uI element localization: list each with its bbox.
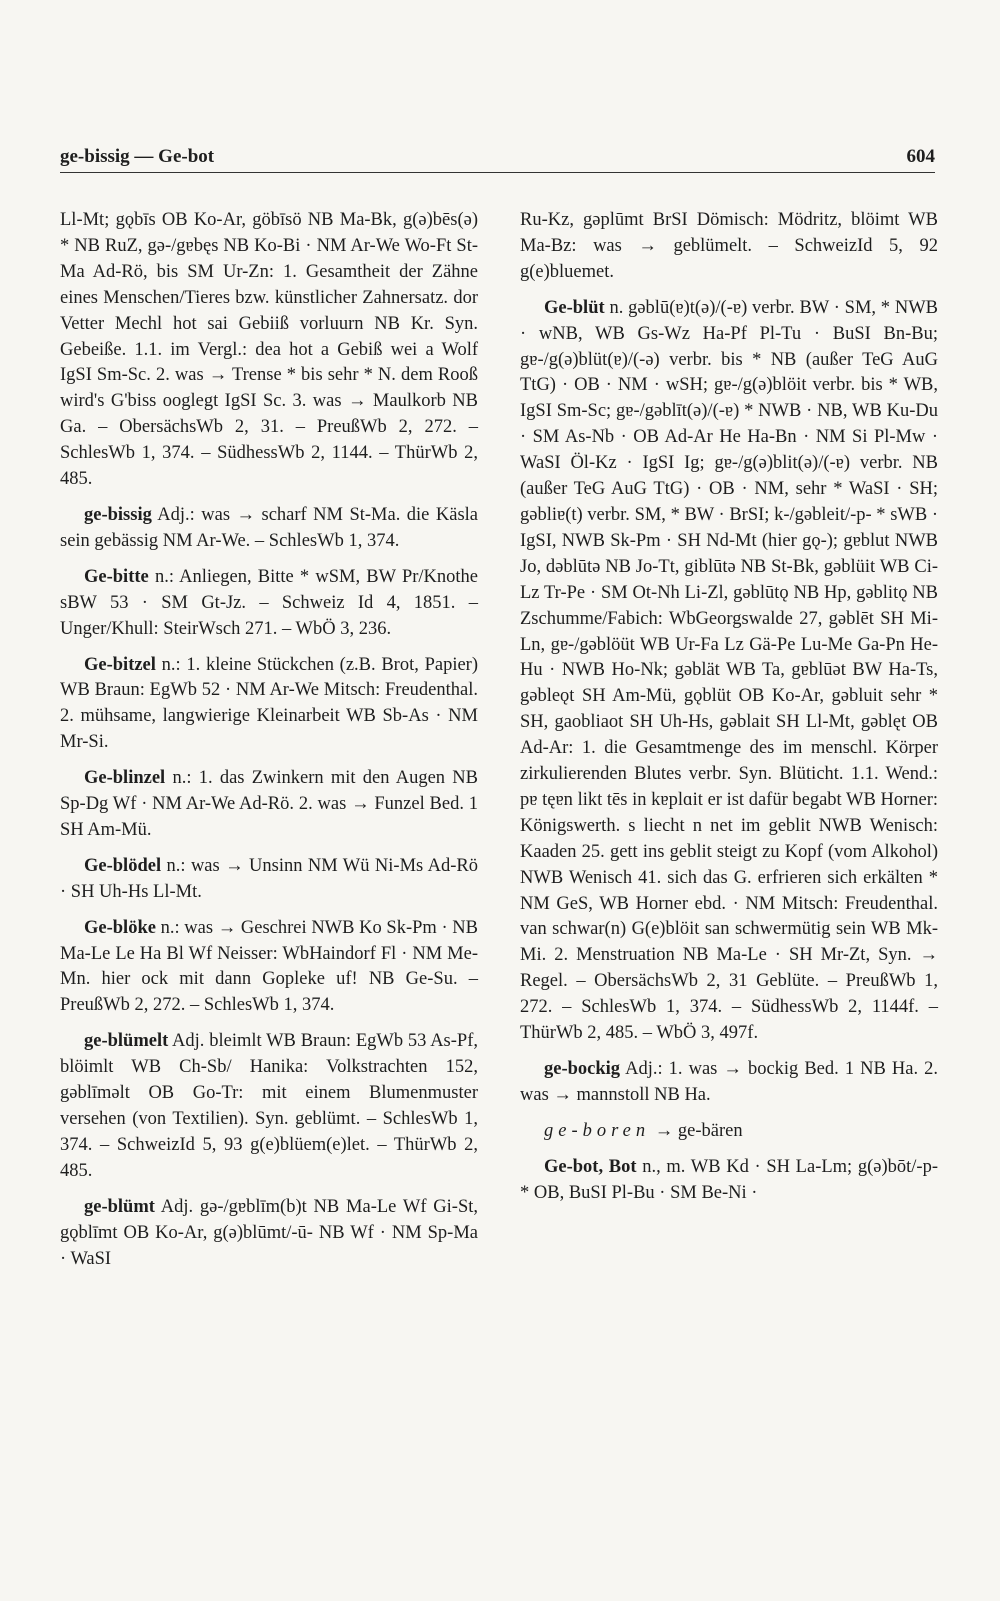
entry-lemma: Ge-blöke	[84, 917, 156, 938]
dictionary-entry	[60, 854, 478, 906]
dictionary-entry	[60, 565, 478, 643]
running-header	[60, 142, 935, 173]
entry-lemma: Ge-bitte	[84, 566, 149, 587]
entry-text: n.: 1. kleine Stückchen (z.B. Brot, Papier) WB Braun: EgWb 52 · NM Ar-We Mitsch: Freudenthal. 2. mühsame, langwierige Kleinarbeit WB Sb-As · NM Mr-Si.	[60, 654, 478, 753]
entry-lemma: Ge-bitzel	[84, 654, 156, 675]
dictionary-entry	[60, 653, 478, 757]
entry-text: n.: Anliegen, Bitte * wSM, BW Pr/Knothe sBW 53 · SM Gt-Jz. – Schweiz Id 4, 1851. – Unger/Khull: SteirWsch 271. – WbÖ 3, 236.	[60, 566, 478, 639]
entry-text: n.: 1. das Zwinkern mit den Augen NB Sp-Dg Wf · NM Ar-We Ad-Rö. 2. was → Funzel Bed. 1 SH Am-Mü.	[60, 768, 479, 840]
cross-reference-entry	[520, 1119, 938, 1145]
entry-lemma: ge-bockig	[544, 1059, 621, 1079]
entry-text: Adj.: was → scharf NM St-Ma. die Käsla sein gebässig NM Ar-We. – SchlesWb 1, 374.	[60, 504, 478, 551]
entry-text: Adj.: 1. was → bockig Bed. 1 NB Ha. 2. was → mannstoll NB Ha.	[520, 1059, 938, 1105]
entry-text: n. gəblū(ɐ)t(ə)/(-ɐ) verbr. BW · SM, * NWB · wNB, WB Gs-Wz Ha-Pf Pl-Tu · BuSI Bn-Bu; gɐ-/g(ə)blüt(ɐ)/(-ə) verbr. bis * NB (außer TeG AuG TtG) · OB · NM · wSH; gɐ-/g(ə)blöit verbr. bis * WB, IgSI Sm-Sc; gɐ-/gəblīt(ə)/(-ɐ) * NWB · NB, WB Ku-Du · SM As-Nb · OB Ad-Ar He Ha-Bn · NM Si Pl-Mw · WaSI Öl-Kz · IgSI Ig; gɐ-/g(ə)blit(ə)/(-ɐ) verbr. NB (außer TeG AuG TtG) · OB · NM, sehr * WaSI · SH; gəbliɐ(t) verbr. SM, * BW · BrSI; k-/gəbleit/-p- * sWB · IgSI, NWB Sk-Pm · SH Nd-Mt (hier gǫ-); gɐblut NWB Jo, dəblūtə NB Jo-Tt, giblūtə NB St-Bk, gəblüit WB Ci-Lz Tr-Pe · SM Ot-Nh Li-Zl, gəblūtǫ NB Hp, gəblitǫ NB Zschumme/Fabich: WbGeorgswalde 27, gəblēt SH Mi-Ln, gɐ-/gəblöüt WB Ur-Fa Lz Gä-Pe Lu-Me Ga-Pn He-Hu · NWB Ho-Nk; gəblät WB Ta, gɐblūət BW Ha-Ts, gəbleǫt SH Am-Mü, gǫblüt OB Ko-Ar, gəbluit sehr * SH, gaobliaot SH Uh-Hs, gəblait SH Ll-Mt, gəblęt OB Ad-Ar: 1. die Gesamtmenge des im menschl. Körper zirkulierenden Blutes verbr. Syn. Blüticht. 1.1. Wend.: pɐ tęɐn likt tēs in kɐplɑit er ist dafür begabt WB Horner: Königswerth. s liecht n net im geblit NWB Wenisch: Kaaden 25. gett ins geblit steigt zu Kopf (vom Alkohol) NWB Wenisch 41. sich das G. erfrieren sich erkälten * NM GeS, WB Horner ebd. · NM Mitsch: Freudenthal. van schwar(n) G(e)blöit san schwermütig sein WB Mk-Mi. 2. Menstruation NB Ma-Le · SH Mr-Zt, Syn. → Regel. – ObersächsWb 2, 31 Geblüte. – PreußWb 1, 272. – SchlesWb 1, 374. – SüdhessWb 2, 1144f. – ThürWb 2, 485. – WbÖ 3, 497f.	[520, 297, 938, 1044]
entry-text: Adj. bleimlt WB Braun: EgWb 53 As-Pf, blöimlt WB Ch-Sb/ Hanika: Volkstrachten 152, gəblīməlt OB Go-Tr: mit einem Blumenmuster versehen (von Textilien). Syn. geblümt. – SchlesWb 1, 374. – SchweizId 5, 93 g(e)blüem(e)let. – ThürWb 2, 485.	[60, 1031, 478, 1181]
entry-lemma: ge-boren	[544, 1120, 651, 1141]
entry-lemma: ge-bissig	[84, 504, 152, 525]
dictionary-entry	[520, 296, 938, 1047]
page-number: 604	[906, 146, 935, 167]
entry-text: → ge-bären	[654, 1120, 743, 1141]
entry-lemma: ge-blümt	[84, 1196, 155, 1217]
dictionary-entry	[520, 1155, 938, 1207]
dictionary-entry	[60, 503, 478, 555]
running-title: ge-bissig — Ge-bot	[60, 146, 215, 167]
left-column	[60, 208, 478, 1282]
entry-text: Ru-Kz, gəplūmt BrSI Dömisch: Mödritz, blöimt WB Ma-Bz: was → geblümelt. – SchweizId 5, 92 g(e)bluemet.	[520, 210, 938, 282]
dictionary-entry-continuation	[520, 208, 938, 286]
right-column	[520, 208, 938, 1217]
dictionary-entry	[520, 1057, 938, 1109]
entry-text: Ll-Mt; gǫbīs OB Ko-Ar, göbīsö NB Ma-Bk, g(ə)bēs(ə) * NB RuZ, gə-/gɐbęs NB Ko-Bi · NM Ar-We Wo-Ft St-Ma Ad-Rö, bis SM Ur-Zn: 1. Gesamtheit der Zähne eines Menschen/Tieres bzw. künstlicher Zahnersatz. dor Vetter Mechl hot sai Gebiiß vorluurn NB Kr. Syn. Gebeiße. 1.1. im Vergl.: dea hot a Gebiß wei a Wolf IgSI Sm-Sc. 2. was → Trense * bis sehr * N. dem Rooß wird's G'biss ooglegt IgSI Sc. 3. was → Maulkorb NB Ga. – ObersächsWb 2, 31. – PreußWb 2, 272. – SchlesWb 1, 374. – SüdhessWb 2, 1144. – ThürWb 2, 485.	[60, 210, 478, 490]
entry-lemma: Ge-blödel	[84, 855, 162, 876]
dictionary-entry	[60, 1195, 478, 1273]
entry-lemma: Ge-blüt	[544, 297, 605, 318]
entry-text: n.: was → Geschrei NWB Ko Sk-Pm · NB Ma-Le Le Ha Bl Wf Neisser: WbHaindorf Fl · NM Me-Mn. hier ock mit dann Gopleke uf! NB Ge-Su. – PreußWb 2, 272. – SchlesWb 1, 374.	[60, 917, 478, 1016]
entry-lemma: Ge-blinzel	[84, 768, 166, 789]
entry-text: n.: was → Unsinn NM Wü Ni-Ms Ad-Rö · SH Uh-Hs Ll-Mt.	[60, 855, 478, 902]
entry-text: n., m. WB Kd · SH La-Lm; g(ə)bōt/-p- * OB, BuSI Pl-Bu · SM Be-Ni ·	[520, 1156, 938, 1203]
entry-lemma: Ge-bot, Bot	[544, 1156, 637, 1177]
entry-lemma: ge-blümelt	[84, 1031, 169, 1052]
dictionary-entry	[60, 916, 478, 1020]
dictionary-entry	[60, 1029, 478, 1184]
dictionary-entry	[60, 766, 478, 844]
dictionary-entry-continuation	[60, 208, 478, 493]
entry-text: Adj. gə-/gɐblīm(b)t NB Ma-Le Wf Gi-St, gǫblīmt OB Ko-Ar, g(ə)blūmt/-ū- NB Wf · NM Sp-Ma · WaSI	[60, 1196, 479, 1269]
